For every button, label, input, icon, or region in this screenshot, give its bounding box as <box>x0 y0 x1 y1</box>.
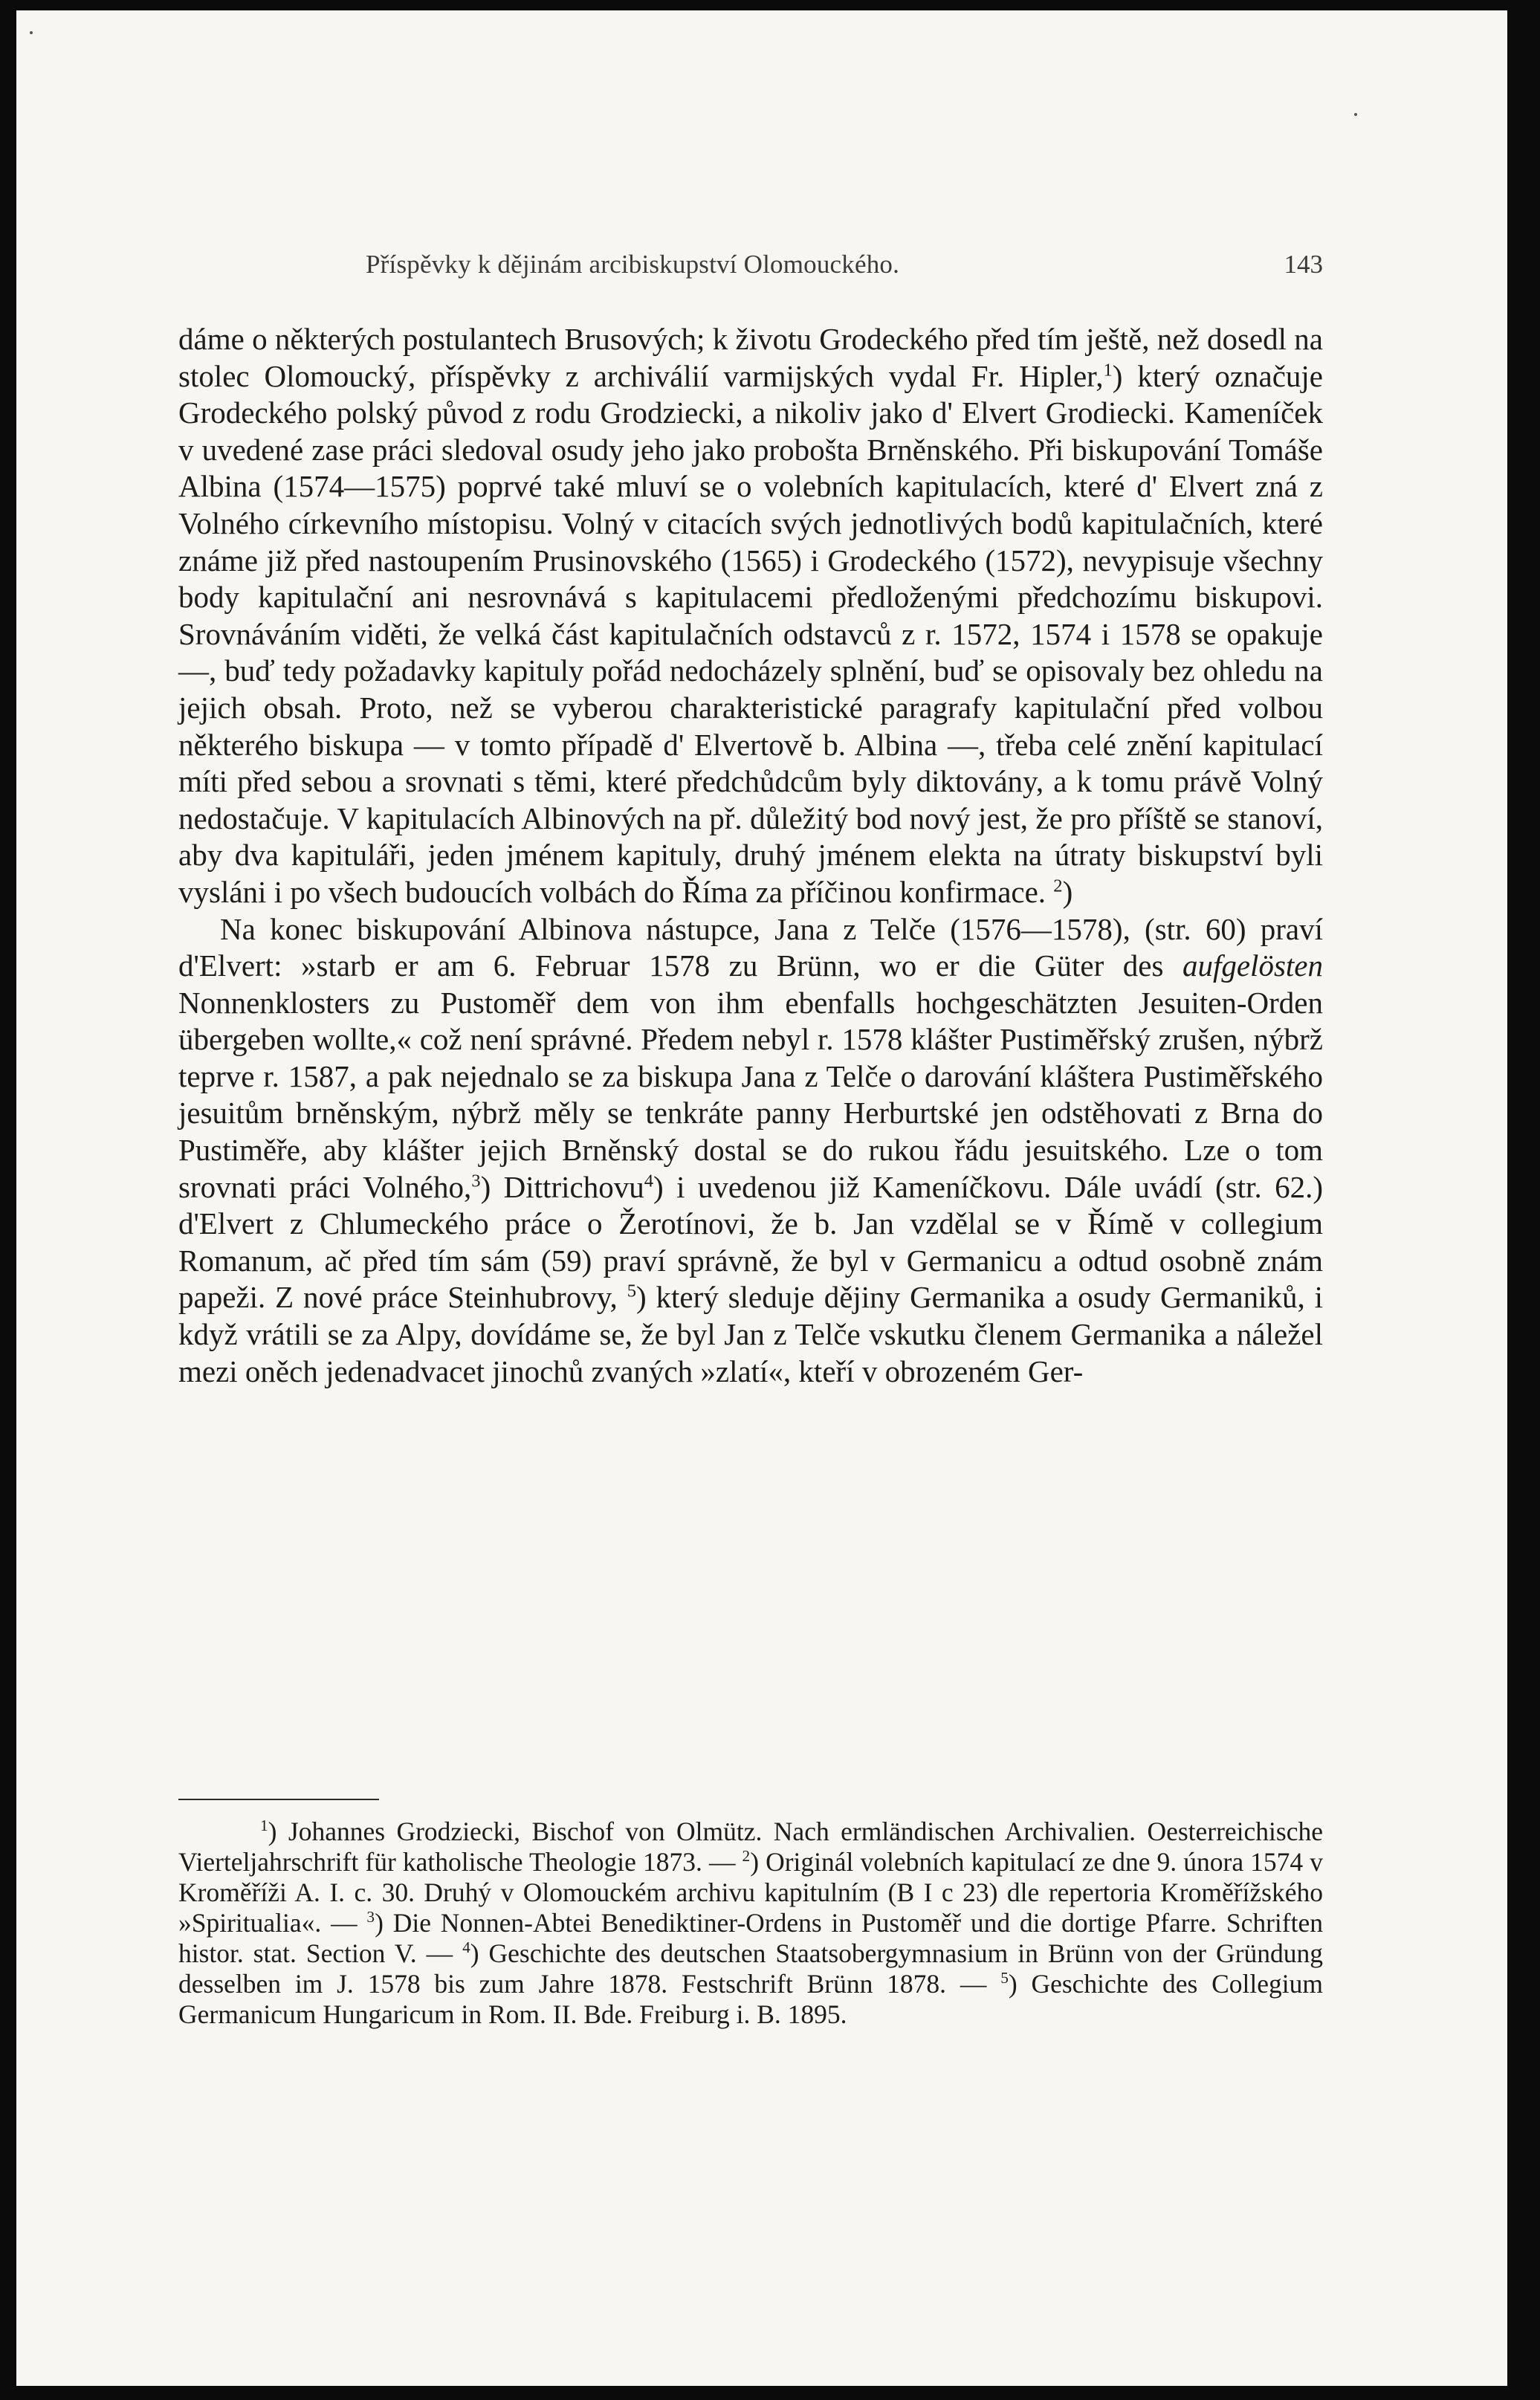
footnote-marker-3: 3 <box>366 1908 375 1927</box>
footnote-5: ) Geschichte des Collegium Germanicum Hungaricum in Rom. II. Bde. Freiburg i. B. 1895. <box>178 1969 1323 2029</box>
paragraph-2-part-c: ) Dittrichovu <box>480 1169 644 1204</box>
paragraph-1 <box>178 321 1323 911</box>
page-number: 143 <box>1284 250 1323 279</box>
footnote-1: ) Johannes Grodziecki, Bischof von Olmütz. Nach ermländischen Archivalien. Oesterreichische Vierteljahrschrift für katholische Theologie 1873. — <box>178 1817 1323 1877</box>
footnote-ref-5: 5 <box>627 1281 636 1301</box>
footnote-ref-1: 1 <box>1103 359 1113 380</box>
footnote-marker-5: 5 <box>1000 1969 1009 1987</box>
footnote-separator <box>178 1799 379 1800</box>
footnote-ref-4: 4 <box>644 1171 653 1191</box>
footnote-marker-1: 1 <box>260 1817 268 1835</box>
footnote-2: ) Originál volebních kapitulací ze dne 9. února 1574 v Kroměříži A. I. c. 30. Druhý v Olomouckém archivu kapitulním (B I c 23) dle repertoria Kroměřížského »Spiritualia«. — <box>178 1847 1323 1938</box>
scan-speck <box>1354 113 1357 116</box>
paragraph-2-part-d: ) i uvedenou již Kameníčkovu. Dále uvádí (str. 62.) d'Elvert z Chlumeckého práce o Žerotínovi, že b. Jan vzdělal se v Římě v collegium Romanum, ač před tím sám (59) praví správně, že byl v Germanicu a odtud osobně znám papeži. Z nové práce Steinhubrovy, <box>178 1169 1324 1315</box>
footnote-marker-4: 4 <box>462 1938 470 1957</box>
running-header <box>366 250 1323 279</box>
footnote-marker-2: 2 <box>742 1847 751 1866</box>
scanned-page <box>16 10 1507 2386</box>
main-text <box>178 321 1323 1390</box>
footnote-ref-3: 3 <box>471 1171 481 1191</box>
paragraph-2 <box>178 911 1323 1391</box>
footnote-3: ) Die Nonnen-Abtei Benediktiner-Ordens in Pustoměř und die dortige Pfarre. Schriften histor. stat. Section V. — <box>178 1908 1323 1968</box>
paragraph-2-part-b: Nonnenklosters zu Pustoměř dem von ihm ebenfalls hochgeschätzten Jesuiten-Orden übergeben wollte,« což není správné. Předem nebyl r. 1578 klášter Pustiměřský zrušen, nýbrž teprve r. 1587, a pak nejednalo se za biskupa Jana z Telče o darování kláštera Pustiměřského jesuitům brněnským, nýbrž měly se tenkráte panny Herburtské jen odstěhovati z Brna do Pustiměře, aby klášter jejich Brněnský dostal se do rukou řádu jesuitského. Lze o tom srovnati práci Volného, <box>178 985 1323 1204</box>
footnote-4: ) Geschichte des deutschen Staatsobergymnasium in Brünn von der Gründung desselben im J. 1578 bis zum Jahre 1878. Festschrift Brünn 1878. — <box>178 1938 1323 1999</box>
scan-speck <box>30 31 33 34</box>
paragraph-2-italic-word: aufgelösten <box>1182 948 1323 983</box>
paragraph-2-part-e: ) který sleduje dějiny Germanika a osudy Germaniků, i když vrátili se za Alpy, dovídáme se, že byl Jan z Telče vskutku členem Germanika a náležel mezi oněch jedenadvacet jinochů zvaných »zlatí«, kteří v obrozeném Ger- <box>178 1280 1323 1388</box>
footnote-ref-2: 2 <box>1053 876 1063 896</box>
paragraph-1-part-b: ) který označuje Grodeckého polský původ z rodu Grodziecki, a nikoliv jako d' Elvert Grodiecki. Kameníček v uvedené zase práci sledoval osudy jeho jako probošta Brněnského. Při biskupování Tomáše Albina (1574—1575) poprvé také mluví se o volebních kapitulacích, které d' Elvert zná z Volného církevního místopisu. Volný v citacích svých jednotlivých bodů kapitulačních, které známe již před nastoupením Prusinovského (1565) i Grodeckého (1572), nevypisuje všechny body kapitulační ani nesrovnává s kapitulacemi předloženými předchozímu biskupovi. Srovnáváním viděti, že velká část kapitulačních odstavců z r. 1572, 1574 i 1578 se opakuje —, buď tedy požadavky kapituly pořád nedocházely splnění, buď se opisovaly bez ohledu na jejich obsah. Proto, než se vyberou charakteristické paragrafy kapitulační před volbou některého biskupa — v tomto případě d' Elvertově b. Albina —, třeba celé znění kapitulací míti před sebou a srovnati s těmi, které předchůdcům byly diktovány, a k tomu právě Volný nedostačuje. V kapitulacích Albinových na př. důležitý bod nový jest, že pro příště se stanoví, aby dva kapituláři, jeden jménem kapituly, druhý jménem elekta na útraty biskupství byli vysláni i po všech budoucích volbách do Říma za příčinou konfirmace. <box>178 358 1324 909</box>
paragraph-2-part-a: Na konec biskupování Albinova nástupce, Jana z Telče (1576—1578), (str. 60) praví d'Elvert: »starb er am 6. Februar 1578 zu Brünn, wo er die Güter des <box>178 911 1323 983</box>
paragraph-1-part-a: dáme o některých postulantech Brusových; k životu Grodeckého před tím ještě, než dosedl na stolec Olomoucký, příspěvky z archiválií varmijských vydal Fr. Hipler, <box>178 322 1323 393</box>
paragraph-1-part-c: ) <box>1062 874 1073 909</box>
footnotes <box>178 1817 1323 2030</box>
running-title: Příspěvky k dějinám arcibiskupství Olomouckého. <box>366 250 900 279</box>
